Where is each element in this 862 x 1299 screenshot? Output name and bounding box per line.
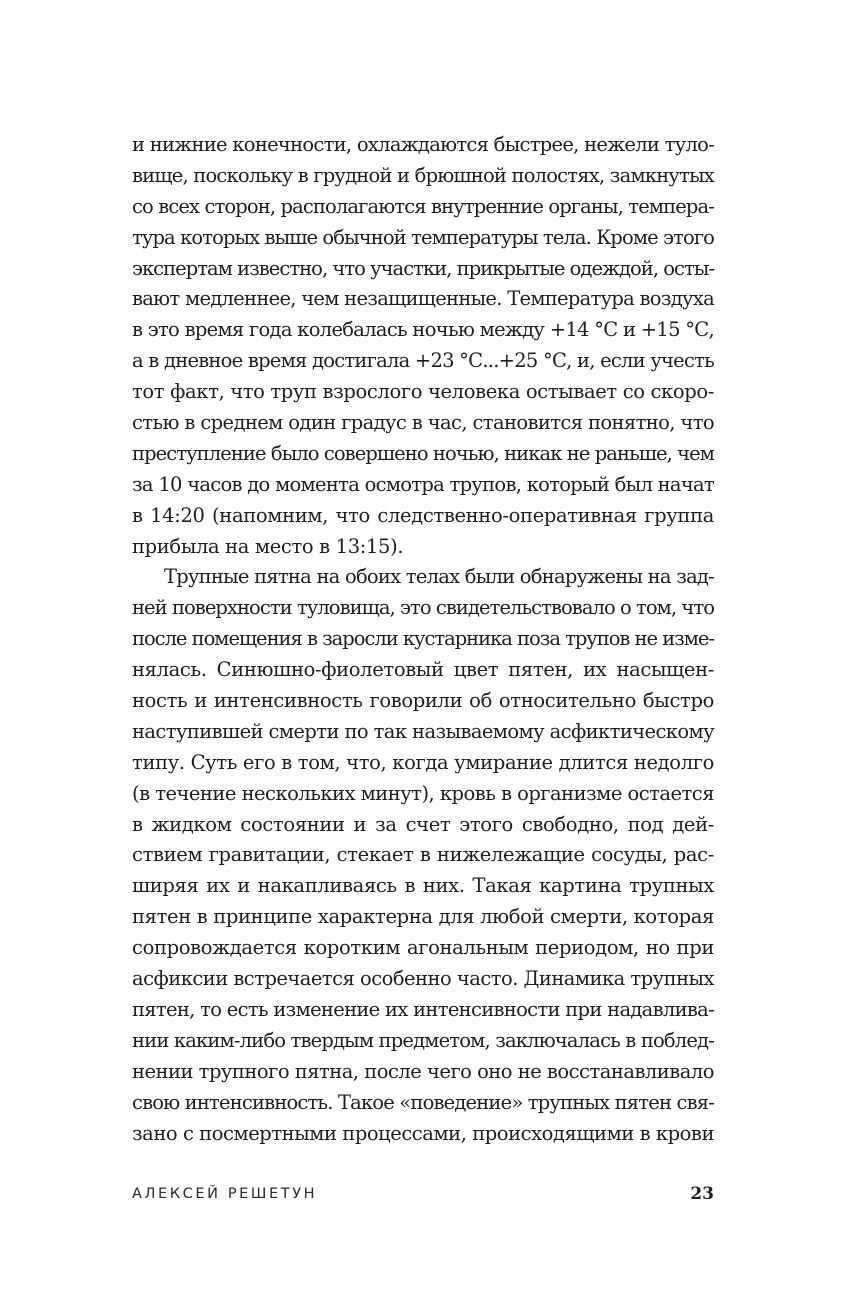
text-line: нии каким-либо твердым предметом, заключалась в поблед- xyxy=(132,1028,714,1052)
text-line: за 10 часов до момента осмотра трупов, который был начат xyxy=(132,472,714,496)
text-line: в жидком состоянии и за счет этого свободно, под дей- xyxy=(132,812,714,836)
text-line: стью в среднем один градус в час, становится понятно, что xyxy=(132,411,714,435)
text-line: тот факт, что труп взрослого человека остывает со скоро- xyxy=(132,380,714,404)
text-line: тура которых выше обычной температуры тела. Кроме этого xyxy=(132,225,714,249)
text-line: преступление было совершено ночью, никак не раньше, чем xyxy=(132,441,714,465)
body-text xyxy=(132,130,714,1149)
text-line: нении трупного пятна, после чего оно не восстанавливало xyxy=(132,1059,714,1083)
text-line: зано с посмертными процессами, происходящими в крови xyxy=(132,1121,714,1145)
paragraph-2 xyxy=(132,562,714,1149)
text-line: вают медленнее, чем незащищенные. Температура воздуха xyxy=(132,287,714,311)
text-line: свою интенсивность. Такое «поведение» трупных пятен свя- xyxy=(132,1090,714,1114)
text-line: ность и интенсивность говорили об относительно быстро xyxy=(132,689,714,713)
text-line: и нижние конечности, охлаждаются быстрее, нежели туло- xyxy=(132,133,714,156)
running-footer-author: АЛЕКСЕЙ РЕШЕТУН xyxy=(132,1186,318,1202)
text-line: ствием гравитации, стекает в нижележащие сосуды, рас- xyxy=(132,843,714,867)
text-line: сопровождается коротким агональным периодом, но при xyxy=(132,936,714,960)
text-line: в это время года колебалась ночью между +14 °С и +15 °С, xyxy=(132,318,714,342)
text-line: после помещения в заросли кустарника поза трупов не изме- xyxy=(132,627,714,651)
page-footer xyxy=(132,1186,714,1212)
text-line: пятен, то есть изменение их интенсивности при надавлива- xyxy=(132,997,714,1021)
text-line: пятен в принципе характерна для любой смерти, которая xyxy=(132,905,714,929)
text-line: нялась. Синюшно-фиолетовый цвет пятен, их насыщен- xyxy=(132,658,714,682)
text-line: экспертам известно, что участки, прикрытые одеждой, осты- xyxy=(132,256,714,280)
text-line: а в дневное время достигала +23 °С...+25 °С, и, если учесть xyxy=(132,349,714,373)
text-line: вище, поскольку в грудной и брюшной полостях, замкнутых xyxy=(132,163,714,187)
text-line: в 14:20 (напомним, что следственно-оперативная группа xyxy=(132,503,714,527)
text-line: наступившей смерти по так называемому асфиктическому xyxy=(132,719,714,743)
page-number: 23 xyxy=(690,1184,714,1204)
text-line: асфиксии встречается особенно часто. Динамика трупных xyxy=(132,967,714,991)
text-line: типу. Суть его в том, что, когда умирание длится недолго xyxy=(132,750,714,774)
text-line: ней поверхности туловища, это свидетельствовало о том, что xyxy=(132,596,714,620)
text-line: (в течение нескольких минут), кровь в организме остается xyxy=(132,781,714,805)
paragraph-1 xyxy=(132,130,714,562)
text-line: ширяя их и накапливаясь в них. Такая картина трупных xyxy=(132,874,714,898)
text-line: прибыла на место в 13:15). xyxy=(132,534,404,558)
text-line: со всех сторон, располагаются внутренние органы, темпера- xyxy=(132,194,714,218)
text-line: Трупные пятна на обоих телах были обнаружены на зад- xyxy=(164,565,714,589)
